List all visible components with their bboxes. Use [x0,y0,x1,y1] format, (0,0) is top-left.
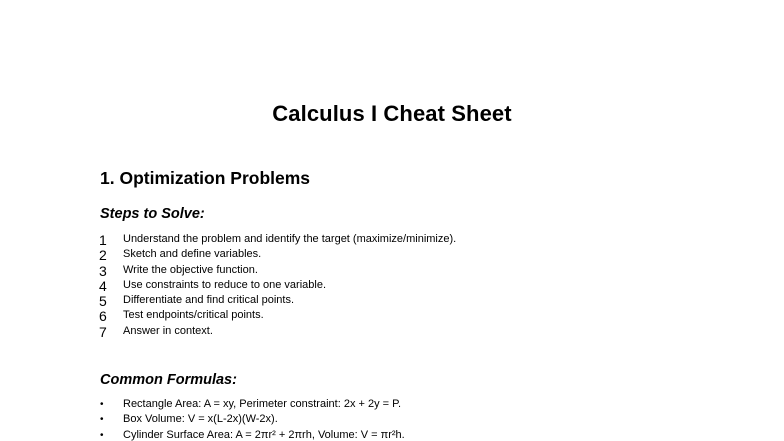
step-number: 7 [99,323,107,340]
step-number: 3 [99,262,107,279]
page-title: Calculus I Cheat Sheet [272,101,512,126]
step-text: Test endpoints/critical points. [123,309,264,322]
step-text: Sketch and define variables. [123,248,262,261]
bullet-icon: • [100,429,104,441]
formula-text: Rectangle Area: A = xy, Perimeter constraint: 2x + 2y = P. [123,398,402,410]
bullet-icon: • [100,399,104,410]
step-text: Understand the problem and identify the target (maximize/minimize). [123,233,457,245]
step-text: Write the objective function. [123,263,258,276]
step-number: 1 [99,232,107,248]
section-heading: 1. Optimization Problems [100,168,311,188]
formula-text: Cylinder Surface Area: A = 2πr² + 2πrh, Volume: V = πr²h. [123,428,405,441]
step-text: Answer in context. [123,324,213,337]
step-text: Use constraints to reduce to one variable. [123,278,327,291]
step-text: Differentiate and find critical points. [123,294,294,307]
step-number: 2 [99,247,107,264]
step-number: 4 [99,277,107,294]
bullet-icon: • [100,414,104,426]
steps-heading: Steps to Solve: [100,206,205,222]
formulas-heading: Common Formulas: [100,372,237,388]
step-number: 5 [99,293,107,310]
formula-text: Box Volume: V = x(L-2x)(W-2x). [123,413,278,426]
step-number: 6 [99,308,107,325]
